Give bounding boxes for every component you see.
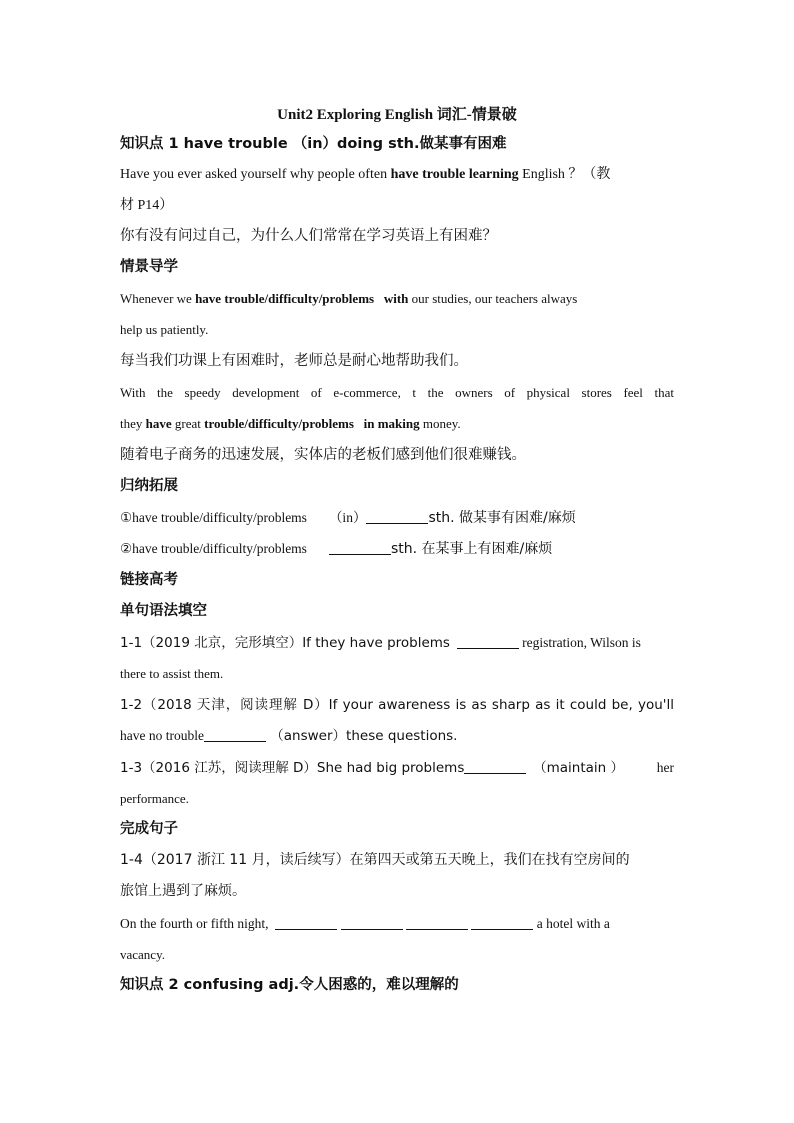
kp1-heading: 知识点 1 have trouble （in）doing sth.做某事有困难 (120, 136, 507, 152)
kp2-heading: 知识点 2 confusing adj.令人困惑的，难以理解的 (120, 977, 459, 993)
guide-sentence-1: Whenever we have trouble/difficulty/problems with our studies, our teachers always (120, 291, 578, 306)
question-1-1-cont: there to assist them. (120, 666, 224, 681)
guide-sentence-1-zh: 每当我们功课上有困难时，老师总是耐心地帮助我们。 (120, 353, 468, 369)
answer-blank[interactable] (275, 915, 337, 930)
question-1-3-cont: performance. (120, 791, 189, 806)
answer-blank[interactable] (204, 727, 266, 742)
summary-heading: 归纳拓展 (120, 478, 178, 494)
answer-blank[interactable] (457, 634, 519, 649)
kp1-example-zh: 你有没有问过自己，为什么人们常常在学习英语上有困难？ (120, 228, 497, 244)
answer-blank[interactable] (366, 509, 428, 524)
guide-heading: 情景导学 (120, 259, 178, 275)
answer-blank[interactable] (341, 915, 403, 930)
guide-sentence-2: With the speedy development of e-commerce, t the owners of physical stores feel that (120, 385, 674, 400)
question-1-4: 1-4（2017 浙江 11 月，读后续写）在第四天或第五天晚上，我们在找有空房间的 (120, 852, 630, 868)
guide-sentence-2-cont: they have great trouble/difficulty/problems in making money. (120, 416, 461, 431)
exam-subheading-complete: 完成句子 (120, 821, 178, 837)
answer-blank[interactable] (471, 915, 533, 930)
summary-item-2: ②have trouble/difficulty/problems sth. 在某事上有困难/麻烦 (120, 541, 553, 557)
question-1-2: 1-2（2018 天津，阅读理解 D）If your awareness is as sharp as it could be, you'll (120, 697, 674, 713)
question-1-4-english: On the fourth or fifth night, a hotel with a (120, 916, 610, 931)
question-1-3: 1-3（2016 江苏，阅读理解 D）She had big problems （maintain ） her (120, 760, 674, 776)
exam-subheading-grammar: 单句语法填空 (120, 603, 207, 619)
kp1-example-cont: 材 P14） (120, 198, 174, 213)
answer-blank[interactable] (329, 540, 391, 555)
exam-heading: 链接高考 (120, 572, 178, 588)
summary-item-1: ①have trouble/difficulty/problems （in） sth. 做某事有困难/麻烦 (120, 510, 576, 526)
question-1-4-cont: 旅馆上遇到了麻烦。 (120, 883, 246, 899)
question-1-1: 1-1（2019 北京，完形填空）If they have problems registration, Wilson is (120, 635, 641, 651)
answer-blank[interactable] (406, 915, 468, 930)
question-1-2-cont: have no trouble （answer）these questions. (120, 728, 458, 744)
guide-sentence-1-cont: help us patiently. (120, 322, 209, 337)
page-title: Unit2 Exploring English 词汇-情景破 (277, 107, 517, 123)
guide-sentence-2-zh: 随着电子商务的迅速发展，实体店的老板们感到他们很难赚钱。 (120, 447, 526, 463)
question-1-4-end: vacancy. (120, 947, 165, 962)
kp1-example: Have you ever asked yourself why people often have trouble learning English ？（教 (120, 167, 611, 182)
answer-blank[interactable] (464, 759, 526, 774)
